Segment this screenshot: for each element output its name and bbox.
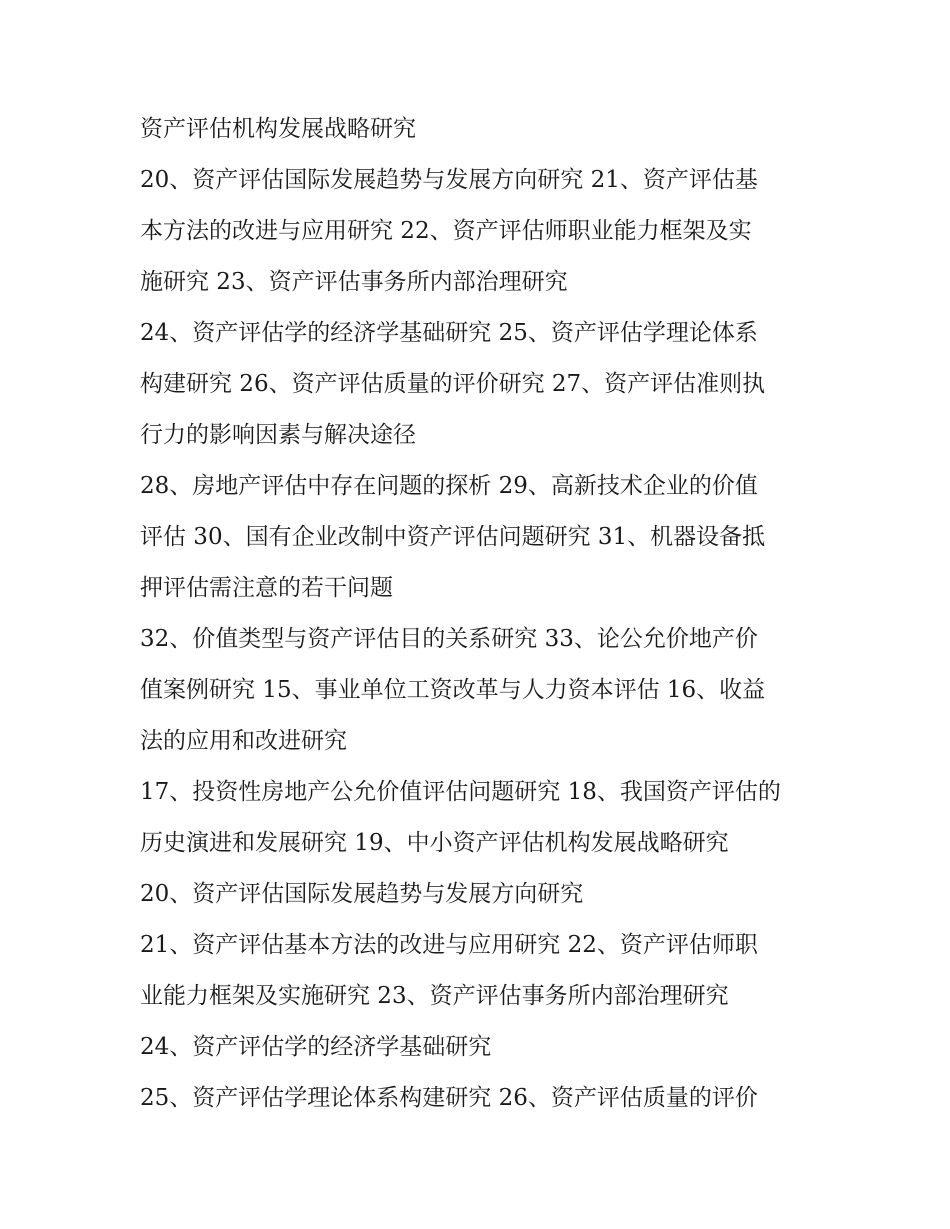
text-line: 评估 30、国有企业改制中资产评估问题研究 31、机器设备抵 [140, 524, 766, 550]
text-line: 21、资产评估基本方法的改进与应用研究 22、资产评估师职 [140, 932, 758, 958]
text-line: 24、资产评估学的经济学基础研究 [140, 1034, 492, 1060]
text-line: 构建研究 26、资产评估质量的评价研究 27、资产评估准则执 [140, 371, 766, 397]
text-line: 28、房地产评估中存在问题的探析 29、高新技术企业的价值 [140, 473, 758, 499]
text-line: 24、资产评估学的经济学基础研究 25、资产评估学理论体系 [140, 320, 758, 346]
text-line: 20、资产评估国际发展趋势与发展方向研究 21、资产评估基 [140, 167, 758, 193]
text-line: 业能力框架及实施研究 23、资产评估事务所内部治理研究 [140, 983, 729, 1009]
text-line: 32、价值类型与资产评估目的关系研究 33、论公允价地产价 [140, 626, 758, 652]
text-line: 法的应用和改进研究 [140, 728, 347, 754]
text-line: 17、投资性房地产公允价值评估问题研究 18、我国资产评估的 [140, 779, 781, 805]
text-line: 押评估需注意的若干问题 [140, 575, 393, 601]
text-line: 历史演进和发展研究 19、中小资产评估机构发展战略研究 [140, 830, 729, 856]
text-line: 本方法的改进与应用研究 22、资产评估师职业能力框架及实 [140, 218, 752, 244]
text-line: 资产评估机构发展战略研究 [140, 116, 416, 142]
document-body [140, 104, 830, 1124]
text-line: 行力的影响因素与解决途径 [140, 422, 416, 448]
text-line: 25、资产评估学理论体系构建研究 26、资产评估质量的评价 [140, 1085, 758, 1111]
text-line: 值案例研究 15、事业单位工资改革与人力资本评估 16、收益 [140, 677, 766, 703]
text-line: 20、资产评估国际发展趋势与发展方向研究 [140, 881, 584, 907]
text-line: 施研究 23、资产评估事务所内部治理研究 [140, 269, 568, 295]
